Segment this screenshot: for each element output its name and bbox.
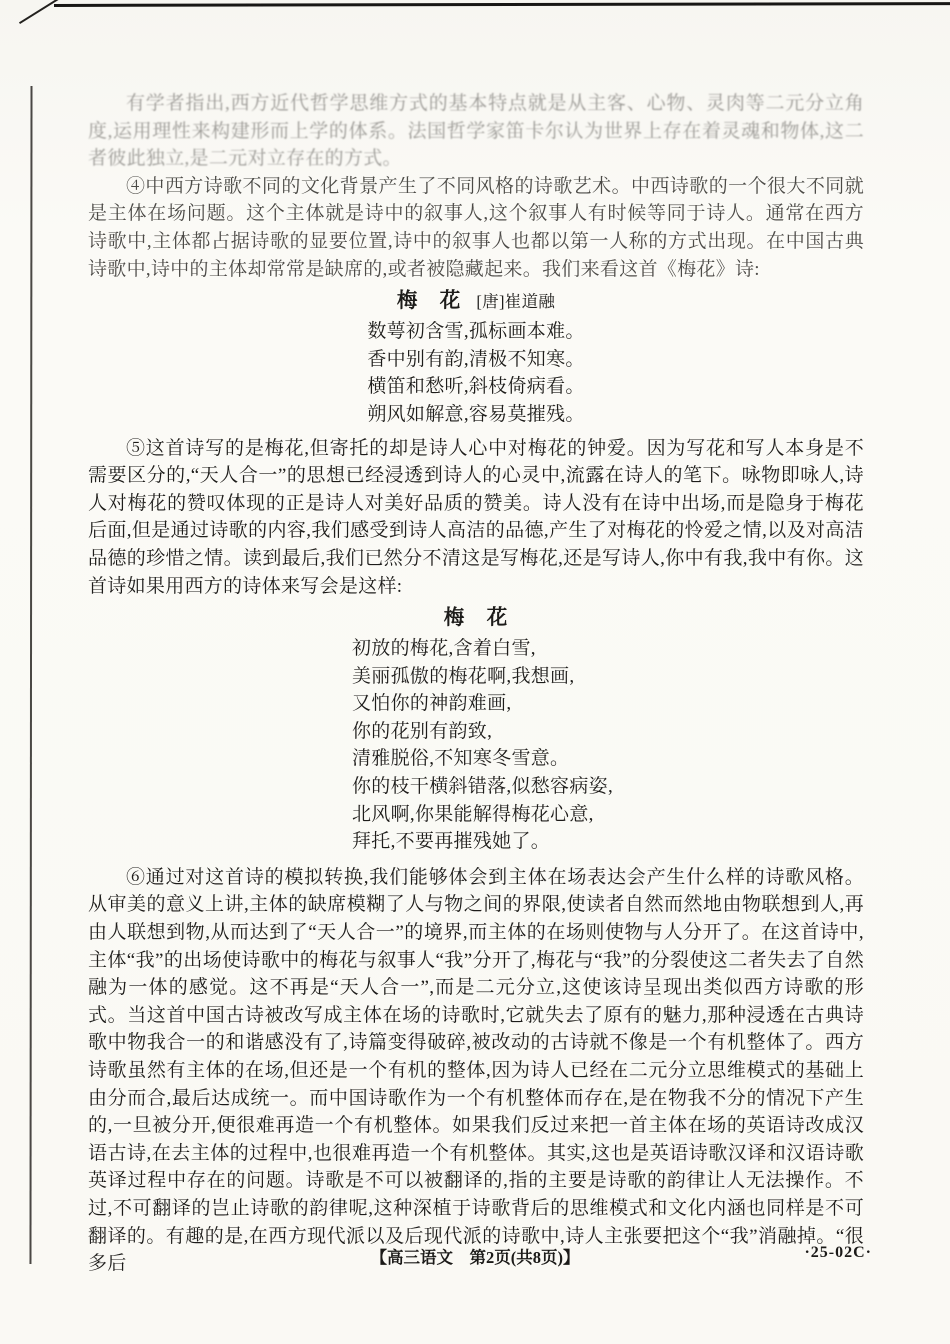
- paragraph-6: ⑥通过对这首诗的模拟转换,我们能够体会到主体在场表达会产生什么样的诗歌风格。从审美的意义上讲,主体的缺席模糊了人与物之间的界限,使读者自然而然地由物联想到人,再由人联想到物,从而达到了“天人合一”的境界,而主体的在场则使物与人分开了。在这首诗中,主体“我”的出场使诗歌中的梅花与叙事人“我”分开了,梅花与“我”的分裂使这二者失去了自然融为一体的感觉。这不再是“天人合一”,而是二元分立,这使该诗呈现出类似西方诗歌的形式。当这首中国古诗被改写成主体在场的诗歌时,它就失去了原有的魅力,那种浸透在古典诗歌中物我合一的和谐感没有了,诗篇变得破碎,被改动的古诗就不像是一个有机整体了。西方诗歌虽然有主体的在场,但还是一个有机的整体,因为诗人已经在二元分立思维模式的基础上由分而合,最后达成统一。而中国诗歌作为一个有机整体而存在,是在物我不分的情况下产生的,一旦被分开,便很难再造一个有机整体。如果我们反过来把一首主体在场的英语诗改成汉语古诗,在去主体的过程中,也很难再造一个有机整体。其实,这也是英语诗歌汉译和汉语诗歌英译过程中存在的问题。诗歌是不可以被翻译的,指的主要是诗歌的韵律让人无法操作。不过,不可翻译的岂止诗歌的韵律呢,这种深植于诗歌背后的思维模式和文化内涵也同样是不可翻译的。有趣的是,在西方现代派以及后现代派的诗歌中,诗人主张要把这个“我”消融掉。“很多后: [88, 866, 864, 1275]
- poem-line: 北风啊,你果能解得梅花心意,: [352, 803, 594, 825]
- poem-line: 香中别有韵,清极不知寒。: [367, 348, 585, 370]
- poem-line: 你的花别有韵致,: [352, 720, 493, 742]
- classical-poem-title-text: 梅 花: [396, 290, 462, 313]
- classical-poem: [88, 318, 864, 428]
- modern-poem: [352, 635, 864, 856]
- modern-poem-title-text: 梅 花: [443, 607, 509, 630]
- poem-line: 初放的梅花,含着白雪,: [352, 638, 536, 660]
- paragraph-5: ⑤这首诗写的是梅花,但寄托的却是诗人心中对梅花的钟爱。因为写花和写人本身是不需要区分的,“天人合一”的思想已经浸透到诗人的心灵中,流露在诗人的笔下。咏物即咏人,诗人对梅花的赞叹体现的正是诗人对美好品质的赞美。诗人没有在诗中出场,而是隐身于梅花后面,但是通过诗歌的内容,我们感受到诗人高洁的品德,产生了对梅花的怜爱之情,以及对高洁品德的珍惜之情。读到最后,我们已然分不清这是写梅花,还是写诗人,你中有我,我中有你。这首诗如果用西方的诗体来写会是这样:: [88, 437, 864, 597]
- footer-page-info: 【高三语文 第2页(共8页)】: [370, 1248, 580, 1267]
- page-footer: [0, 1244, 950, 1272]
- poem-line: 数萼初含雪,孤标画本难。: [367, 321, 585, 343]
- paragraph-philosophy-intro: 有学者指出,西方近代哲学思维方式的基本特点就是从主客、心物、灵肉等二元分立角度,运用理性来构建形而上学的体系。法国哲学家笛卡尔认为世界上存在着灵魂和物体,这二者彼此独立,是二元对立存在的方式。: [88, 93, 864, 170]
- classical-poem-title: [88, 287, 864, 316]
- document-body: [88, 90, 864, 1278]
- poem-line: 你的枝干横斜错落,似愁容病姿,: [352, 776, 614, 798]
- poem-line: 清雅脱俗,不知寒冬雪意。: [352, 748, 570, 770]
- poem-line: 又怕你的神韵难画,: [352, 693, 512, 715]
- poem-line: 横笛和愁听,斜枝倚病看。: [367, 376, 585, 398]
- poem-line: 拜托,不要再摧残她了。: [352, 831, 551, 853]
- modern-poem-title: [88, 604, 864, 633]
- scan-artifact-top-edge: [54, 2, 950, 7]
- footer-paper-code: ·25-02C·: [804, 1244, 872, 1261]
- scan-artifact-left-edge: [29, 86, 32, 1264]
- poem-line: 朔风如解意,容易莫摧残。: [367, 403, 585, 425]
- paragraph-4: ④中西方诗歌不同的文化背景产生了不同风格的诗歌艺术。中西诗歌的一个很大不同就是主体在场问题。这个主体就是诗中的叙事人,这个叙事人有时候等同于诗人。通常在西方诗歌中,主体都占据诗歌的显要位置,诗中的叙事人也都以第一人称的方式出现。在中国古典诗歌中,诗中的主体却常常是缺席的,或者被隐藏起来。我们来看这首《梅花》诗:: [88, 175, 864, 280]
- poem-line: 美丽孤傲的梅花啊,我想画,: [352, 665, 575, 687]
- classical-poem-author: [唐]崔道融: [476, 292, 556, 312]
